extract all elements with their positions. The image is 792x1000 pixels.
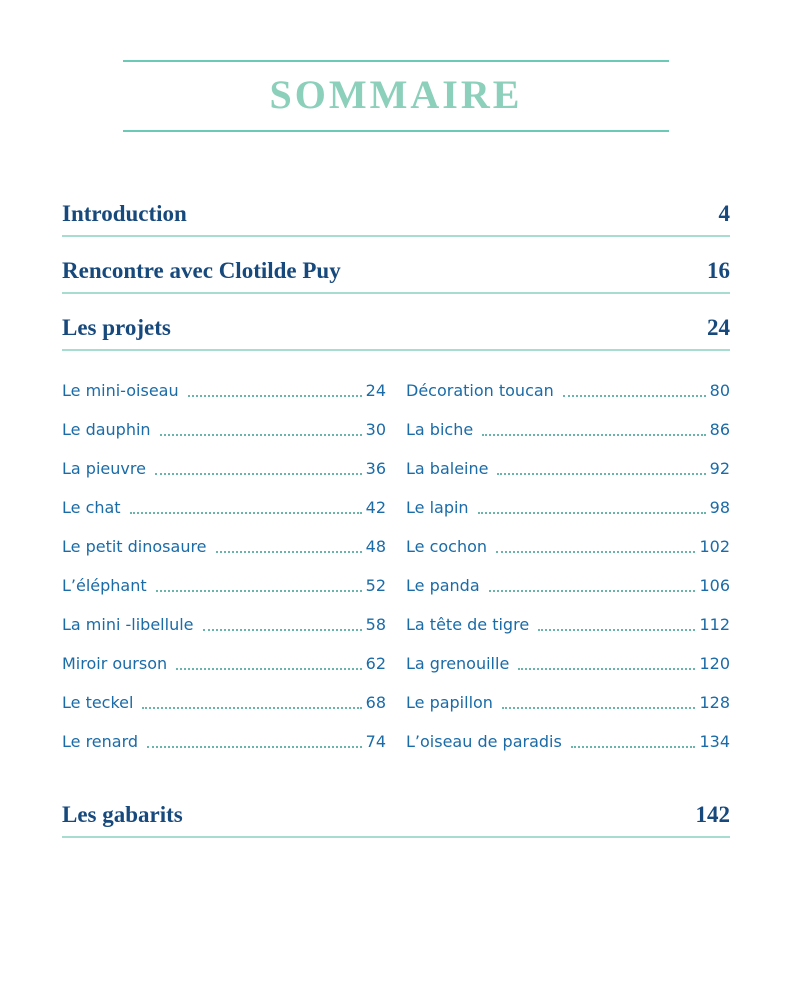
toc-item-row <box>62 693 386 732</box>
toc-item-row <box>406 459 730 498</box>
toc-section-page: 142 <box>695 802 730 827</box>
toc-item-label: Le papillon <box>406 693 493 712</box>
toc-item-page: 74 <box>365 732 386 751</box>
toc-item-row <box>406 615 730 654</box>
toc-item-page: 62 <box>365 654 386 673</box>
toc-item-label: Le lapin <box>406 498 469 517</box>
toc-item-label: La grenouille <box>406 654 510 673</box>
toc-item-page: 134 <box>699 732 730 751</box>
leader-dots <box>147 732 362 748</box>
page-header <box>123 0 669 132</box>
leader-dots <box>502 693 696 709</box>
toc-item-page: 86 <box>709 420 730 439</box>
toc-item-row <box>406 732 730 771</box>
leader-dots <box>160 420 362 436</box>
toc-item-page: 58 <box>365 615 386 634</box>
projects-column-left <box>62 381 386 771</box>
leader-dots <box>188 381 362 397</box>
toc-section-row <box>62 202 730 237</box>
toc-item-row <box>406 381 730 420</box>
toc-item-row <box>62 732 386 771</box>
toc-section-label: Introduction <box>62 201 187 226</box>
toc-item-row <box>406 498 730 537</box>
leader-dots <box>518 654 695 670</box>
leader-dots <box>216 537 362 553</box>
toc-section-row <box>62 316 730 351</box>
leader-dots <box>496 537 695 553</box>
toc-item-row <box>406 576 730 615</box>
toc-section-page: 4 <box>718 201 730 226</box>
toc-section-label: Les projets <box>62 315 171 340</box>
toc-item-page: 92 <box>709 459 730 478</box>
toc-item-label: La baleine <box>406 459 489 478</box>
toc-item-row <box>406 693 730 732</box>
toc-item-page: 106 <box>699 576 730 595</box>
leader-dots <box>203 615 362 631</box>
toc-item-row <box>62 537 386 576</box>
toc-item-row <box>62 381 386 420</box>
leader-dots <box>571 732 696 748</box>
toc-item-page: 36 <box>365 459 386 478</box>
leader-dots <box>563 381 706 397</box>
toc-section-page: 16 <box>707 258 730 283</box>
leader-dots <box>176 654 361 670</box>
toc-item-row <box>62 420 386 459</box>
toc-item-page: 68 <box>365 693 386 712</box>
toc-section-row <box>62 803 730 838</box>
toc-item-label: Le renard <box>62 732 139 751</box>
toc-item-row <box>62 498 386 537</box>
toc-item-page: 120 <box>699 654 730 673</box>
toc-item-label: Le chat <box>62 498 121 517</box>
toc-section-label: Rencontre avec Clotilde Puy <box>62 258 341 283</box>
toc-item-label: Décoration toucan <box>406 381 554 400</box>
toc-item-label: Le petit dinosaure <box>62 537 207 556</box>
toc-item-row <box>406 654 730 693</box>
toc-item-label: Le cochon <box>406 537 488 556</box>
toc-sections <box>62 202 730 351</box>
toc-section-label: Les gabarits <box>62 802 183 827</box>
toc-item-label: Le dauphin <box>62 420 151 439</box>
toc-item-label: Le teckel <box>62 693 134 712</box>
toc-item-row <box>62 459 386 498</box>
toc-item-label: La mini -libellule <box>62 615 194 634</box>
projects-list <box>62 381 730 771</box>
toc-closing-section <box>62 803 730 838</box>
leader-dots <box>156 576 362 592</box>
toc-item-page: 80 <box>709 381 730 400</box>
toc-item-page: 52 <box>365 576 386 595</box>
projects-column-right <box>406 381 730 771</box>
leader-dots <box>497 459 705 475</box>
toc-item-label: Miroir ourson <box>62 654 168 673</box>
leader-dots <box>489 576 696 592</box>
leader-dots <box>142 693 361 709</box>
toc-item-row <box>406 420 730 459</box>
toc-item-row <box>62 576 386 615</box>
header-bottom-rule <box>123 130 669 132</box>
toc-item-label: Le panda <box>406 576 480 595</box>
toc-item-label: L’oiseau de paradis <box>406 732 562 751</box>
toc-item-page: 98 <box>709 498 730 517</box>
toc-section-page: 24 <box>707 315 730 340</box>
page-title: SOMMAIRE <box>269 72 523 117</box>
toc-item-row <box>406 537 730 576</box>
toc-item-row <box>62 615 386 654</box>
toc-content <box>62 202 730 838</box>
leader-dots <box>538 615 695 631</box>
toc-item-page: 102 <box>699 537 730 556</box>
toc-section-row <box>62 259 730 294</box>
toc-item-label: Le mini-oiseau <box>62 381 179 400</box>
toc-item-label: La tête de tigre <box>406 615 530 634</box>
toc-item-label: L’éléphant <box>62 576 147 595</box>
leader-dots <box>482 420 705 436</box>
toc-item-page: 128 <box>699 693 730 712</box>
leader-dots <box>155 459 362 475</box>
toc-item-page: 112 <box>699 615 730 634</box>
toc-item-page: 30 <box>365 420 386 439</box>
toc-item-page: 42 <box>365 498 386 517</box>
toc-item-label: La biche <box>406 420 474 439</box>
toc-item-page: 24 <box>365 381 386 400</box>
leader-dots <box>130 498 362 514</box>
toc-item-row <box>62 654 386 693</box>
leader-dots <box>478 498 706 514</box>
toc-item-label: La pieuvre <box>62 459 146 478</box>
toc-item-page: 48 <box>365 537 386 556</box>
